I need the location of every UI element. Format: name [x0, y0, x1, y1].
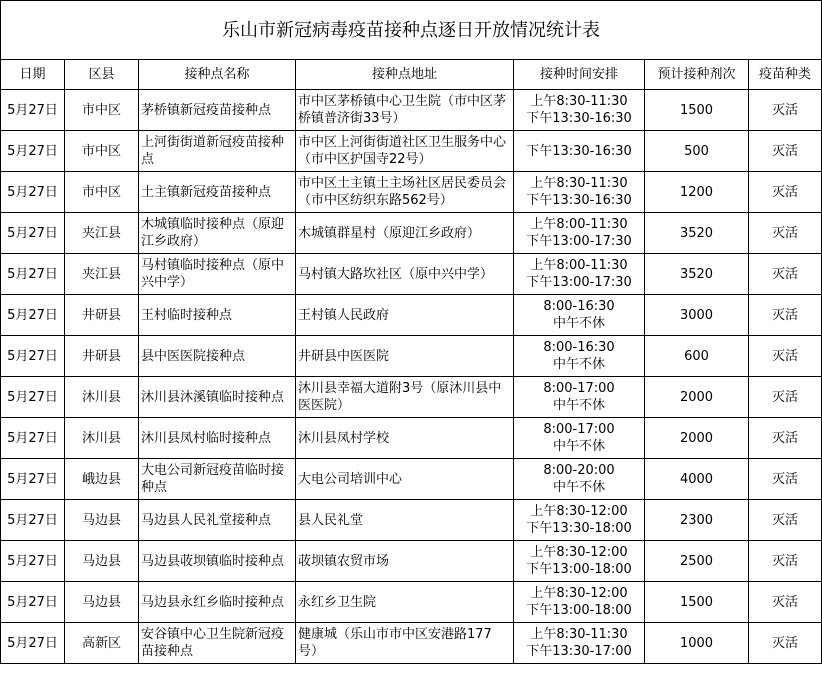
vaccine-type-cell: 灭活: [749, 172, 822, 213]
date-cell: 5月27日: [1, 131, 65, 172]
county-cell: 市中区: [65, 90, 139, 131]
table-row: [1, 582, 822, 623]
site-name-cell: 马边县人民礼堂接种点: [139, 500, 296, 541]
county-cell: 市中区: [65, 131, 139, 172]
county-cell: 井研县: [65, 336, 139, 377]
doses-cell: 2300: [645, 500, 749, 541]
doses-cell: 4000: [645, 459, 749, 500]
time-cell: 8:00-17:00 中午不休: [514, 418, 645, 459]
date-cell: 5月27日: [1, 500, 65, 541]
time-cell: 上午8:30-12:00 下午13:30-18:00: [514, 500, 645, 541]
time-cell: 上午8:00-11:30 下午13:00-17:30: [514, 254, 645, 295]
time-cell: 上午8:30-11:30 下午13:30-16:30: [514, 172, 645, 213]
site-name-cell: 大电公司新冠疫苗临时接种点: [139, 459, 296, 500]
vaccine-type-cell: 灭活: [749, 131, 822, 172]
site-name-cell: 马边县永红乡临时接种点: [139, 582, 296, 623]
site-address-cell: 井研县中医医院: [296, 336, 514, 377]
table-row: [1, 213, 822, 254]
vaccine-type-cell: 灭活: [749, 377, 822, 418]
vaccine-type-cell: 灭活: [749, 90, 822, 131]
site-name-cell: 土主镇新冠疫苗接种点: [139, 172, 296, 213]
site-address-cell: 王村镇人民政府: [296, 295, 514, 336]
site-address-cell: 沐川县幸福大道附3号（原沐川县中医医院）: [296, 377, 514, 418]
site-address-cell: 沐川县凤村学校: [296, 418, 514, 459]
time-cell: 8:00-16:30 中午不休: [514, 295, 645, 336]
site-name-cell: 王村临时接种点: [139, 295, 296, 336]
site-name-cell: 马边县荍坝镇临时接种点: [139, 541, 296, 582]
time-cell: 8:00-17:00 中午不休: [514, 377, 645, 418]
doses-cell: 2500: [645, 541, 749, 582]
site-address-cell: 市中区土主镇土主场社区居民委员会（市中区纺织东路562号）: [296, 172, 514, 213]
doses-cell: 2000: [645, 377, 749, 418]
county-cell: 沐川县: [65, 418, 139, 459]
doses-cell: 1500: [645, 90, 749, 131]
vaccine-type-cell: 灭活: [749, 582, 822, 623]
table-row: [1, 500, 822, 541]
table-row: [1, 90, 822, 131]
doses-cell: 600: [645, 336, 749, 377]
site-address-cell: 健康城（乐山市市中区安港路177号）: [296, 623, 514, 664]
doses-cell: 2000: [645, 418, 749, 459]
site-address-cell: 木城镇群星村（原迎江乡政府）: [296, 213, 514, 254]
county-cell: 沐川县: [65, 377, 139, 418]
site-name-cell: 县中医医院接种点: [139, 336, 296, 377]
time-cell: 上午8:00-11:30 下午13:00-17:30: [514, 213, 645, 254]
doses-cell: 1000: [645, 623, 749, 664]
county-cell: 市中区: [65, 172, 139, 213]
time-cell: 8:00-16:30 中午不休: [514, 336, 645, 377]
date-cell: 5月27日: [1, 418, 65, 459]
site-name-cell: 茅桥镇新冠疫苗接种点: [139, 90, 296, 131]
time-cell: 上午8:30-12:00 下午13:00-18:00: [514, 541, 645, 582]
site-name-cell: 沐川县沐溪镇临时接种点: [139, 377, 296, 418]
site-name-cell: 上河街街道新冠疫苗接种点: [139, 131, 296, 172]
time-cell: 8:00-20:00 中午不休: [514, 459, 645, 500]
table-row: [1, 254, 822, 295]
header-date: 日期: [1, 60, 65, 90]
site-address-cell: 大电公司培训中心: [296, 459, 514, 500]
date-cell: 5月27日: [1, 213, 65, 254]
table-row: [1, 623, 822, 664]
table-row: [1, 459, 822, 500]
vaccine-type-cell: 灭活: [749, 541, 822, 582]
time-cell: 上午8:30-12:00 下午13:00-18:00: [514, 582, 645, 623]
header-vaccine-type: 疫苗种类: [749, 60, 822, 90]
county-cell: 峨边县: [65, 459, 139, 500]
header-site-name: 接种点名称: [139, 60, 296, 90]
date-cell: 5月27日: [1, 172, 65, 213]
header-row: [1, 60, 822, 90]
date-cell: 5月27日: [1, 295, 65, 336]
site-name-cell: 马村镇临时接种点（原中兴中学）: [139, 254, 296, 295]
site-address-cell: 永红乡卫生院: [296, 582, 514, 623]
site-address-cell: 马村镇大路坎社区（原中兴中学）: [296, 254, 514, 295]
date-cell: 5月27日: [1, 377, 65, 418]
site-address-cell: 荍坝镇农贸市场: [296, 541, 514, 582]
date-cell: 5月27日: [1, 623, 65, 664]
vaccine-type-cell: 灭活: [749, 459, 822, 500]
site-name-cell: 安谷镇中心卫生院新冠疫苗接种点: [139, 623, 296, 664]
time-cell: 上午8:30-11:30 下午13:30-16:30: [514, 90, 645, 131]
doses-cell: 3520: [645, 254, 749, 295]
doses-cell: 1200: [645, 172, 749, 213]
vaccine-type-cell: 灭活: [749, 295, 822, 336]
table-row: [1, 541, 822, 582]
site-address-cell: 市中区上河街街道社区卫生服务中心（市中区护国寺22号）: [296, 131, 514, 172]
header-doses: 预计接种剂次: [645, 60, 749, 90]
date-cell: 5月27日: [1, 336, 65, 377]
site-name-cell: 木城镇临时接种点（原迎江乡政府）: [139, 213, 296, 254]
date-cell: 5月27日: [1, 459, 65, 500]
time-cell: 下午13:30-16:30: [514, 131, 645, 172]
site-name-cell: 沐川县凤村临时接种点: [139, 418, 296, 459]
header-site-address: 接种点地址: [296, 60, 514, 90]
date-cell: 5月27日: [1, 90, 65, 131]
header-county: 区县: [65, 60, 139, 90]
date-cell: 5月27日: [1, 582, 65, 623]
date-cell: 5月27日: [1, 541, 65, 582]
county-cell: 马边县: [65, 541, 139, 582]
county-cell: 夹江县: [65, 254, 139, 295]
site-address-cell: 市中区茅桥镇中心卫生院（市中区茅桥镇普济街33号）: [296, 90, 514, 131]
table-row: [1, 131, 822, 172]
table-row: [1, 336, 822, 377]
county-cell: 高新区: [65, 623, 139, 664]
table-row: [1, 295, 822, 336]
table-row: [1, 172, 822, 213]
doses-cell: 3000: [645, 295, 749, 336]
title-row: [1, 1, 822, 60]
header-time: 接种时间安排: [514, 60, 645, 90]
date-cell: 5月27日: [1, 254, 65, 295]
county-cell: 马边县: [65, 582, 139, 623]
time-cell: 上午8:30-11:30 下午13:30-17:00: [514, 623, 645, 664]
county-cell: 夹江县: [65, 213, 139, 254]
county-cell: 井研县: [65, 295, 139, 336]
vaccine-type-cell: 灭活: [749, 623, 822, 664]
vaccine-type-cell: 灭活: [749, 336, 822, 377]
county-cell: 马边县: [65, 500, 139, 541]
vaccine-type-cell: 灭活: [749, 418, 822, 459]
vaccine-type-cell: 灭活: [749, 254, 822, 295]
site-address-cell: 县人民礼堂: [296, 500, 514, 541]
table-row: [1, 377, 822, 418]
doses-cell: 3520: [645, 213, 749, 254]
vaccine-type-cell: 灭活: [749, 500, 822, 541]
table-row: [1, 418, 822, 459]
doses-cell: 500: [645, 131, 749, 172]
vaccine-type-cell: 灭活: [749, 213, 822, 254]
doses-cell: 1500: [645, 582, 749, 623]
page-title: 乐山市新冠病毒疫苗接种点逐日开放情况统计表: [1, 1, 822, 60]
